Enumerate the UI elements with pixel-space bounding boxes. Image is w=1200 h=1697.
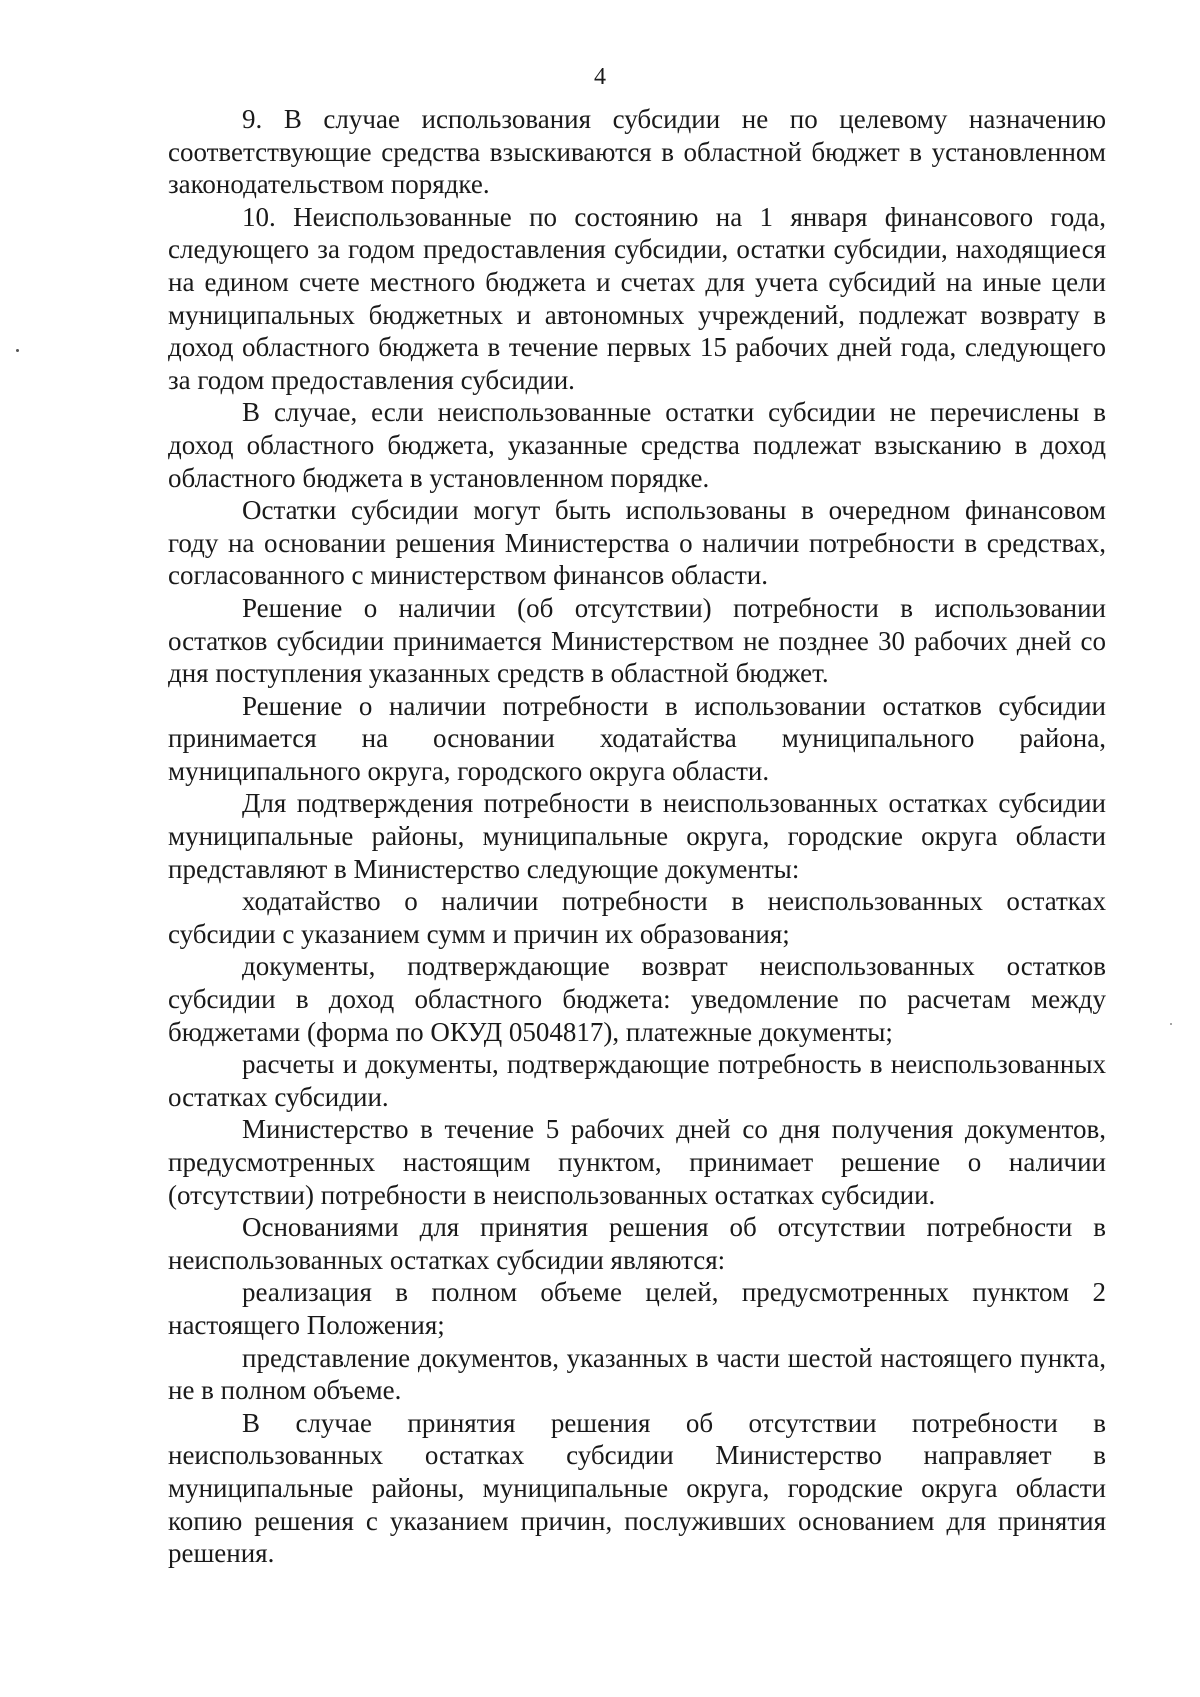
paragraph-10-part-6: Для подтверждения потребности в неиспользованных остатках субсидии муниципальные районы, муниципальные округа, городские округа области представляют в Министерство следующие документы:	[168, 788, 1106, 884]
scan-speck	[16, 349, 19, 352]
paragraph-10-part-2: В случае, если неиспользованные остатки субсидии не перечислены в доход областного бюджета, указанные средства подлежат взысканию в доход областного бюджета в установленном порядке.	[168, 397, 1106, 493]
grounds-list-item-1: реализация в полном объеме целей, предусмотренных пунктом 2 настоящего Положения;	[168, 1277, 1106, 1340]
scan-speck	[1170, 1023, 1172, 1025]
document-list-item-2: документы, подтверждающие возврат неиспользованных остатков субсидии в доход областного бюджета: уведомление по расчетам между бюджетами (форма по ОКУД 0504817), платежные документы;	[168, 951, 1106, 1047]
paragraph-10: 10. Неиспользованные по состоянию на 1 января финансового года, следующего за годом предоставления субсидии, остатки субсидии, находящиеся на едином счете местного бюджета и счетах для учета субсидий на иные цели муниципальных бюджетных и автономных учреждений, подлежат возврату в доход областного бюджета в течение первых 15 рабочих дней года, следующего за годом предоставления субсидии.	[168, 201, 1106, 395]
paragraph-10-part-8: Основаниями для принятия решения об отсутствии потребности в неиспользованных остатках субсидии являются:	[168, 1212, 1106, 1275]
document-list-item-3: расчеты и документы, подтверждающие потребность в неиспользованных остатках субсидии.	[168, 1049, 1106, 1112]
paragraph-10-part-3: Остатки субсидии могут быть использованы в очередном финансовом году на основании решения Министерства о наличии потребности в средствах, согласованного с министерством финансов области.	[168, 495, 1106, 591]
paragraph-10-part-7: Министерство в течение 5 рабочих дней со дня получения документов, предусмотренных настоящим пунктом, принимает решение о наличии (отсутствии) потребности в неиспользованных остатках субсидии.	[168, 1114, 1106, 1210]
grounds-list-item-2: представление документов, указанных в части шестой настоящего пункта, не в полном объеме.	[168, 1342, 1106, 1406]
paragraph-10-part-5: Решение о наличии потребности в использовании остатков субсидии принимается на основании ходатайства муниципального района, муниципального округа, городского округа области.	[168, 690, 1106, 786]
paragraph-9: 9. В случае использования субсидии не по целевому назначению соответствующие средства взыскиваются в областной бюджет в установленном законодательством порядке.	[168, 104, 1106, 200]
body-text	[168, 103, 1106, 1570]
document-list-item-1: ходатайство о наличии потребности в неиспользованных остатках субсидии с указанием сумм и причин их образования;	[168, 886, 1106, 949]
paragraph-10-part-4: Решение о наличии (об отсутствии) потребности в использовании остатков субсидии принимается Министерством не позднее 30 рабочих дней со дня поступления указанных средств в областной бюджет.	[168, 592, 1106, 689]
paragraph-10-part-9: В случае принятия решения об отсутствии потребности в неиспользованных остатках субсидии Министерство направляет в муниципальные районы, муниципальные округа, городские округа области копию решения с указанием причин, послуживших основанием для принятия решения.	[168, 1407, 1106, 1569]
page-number: 4	[594, 64, 606, 90]
